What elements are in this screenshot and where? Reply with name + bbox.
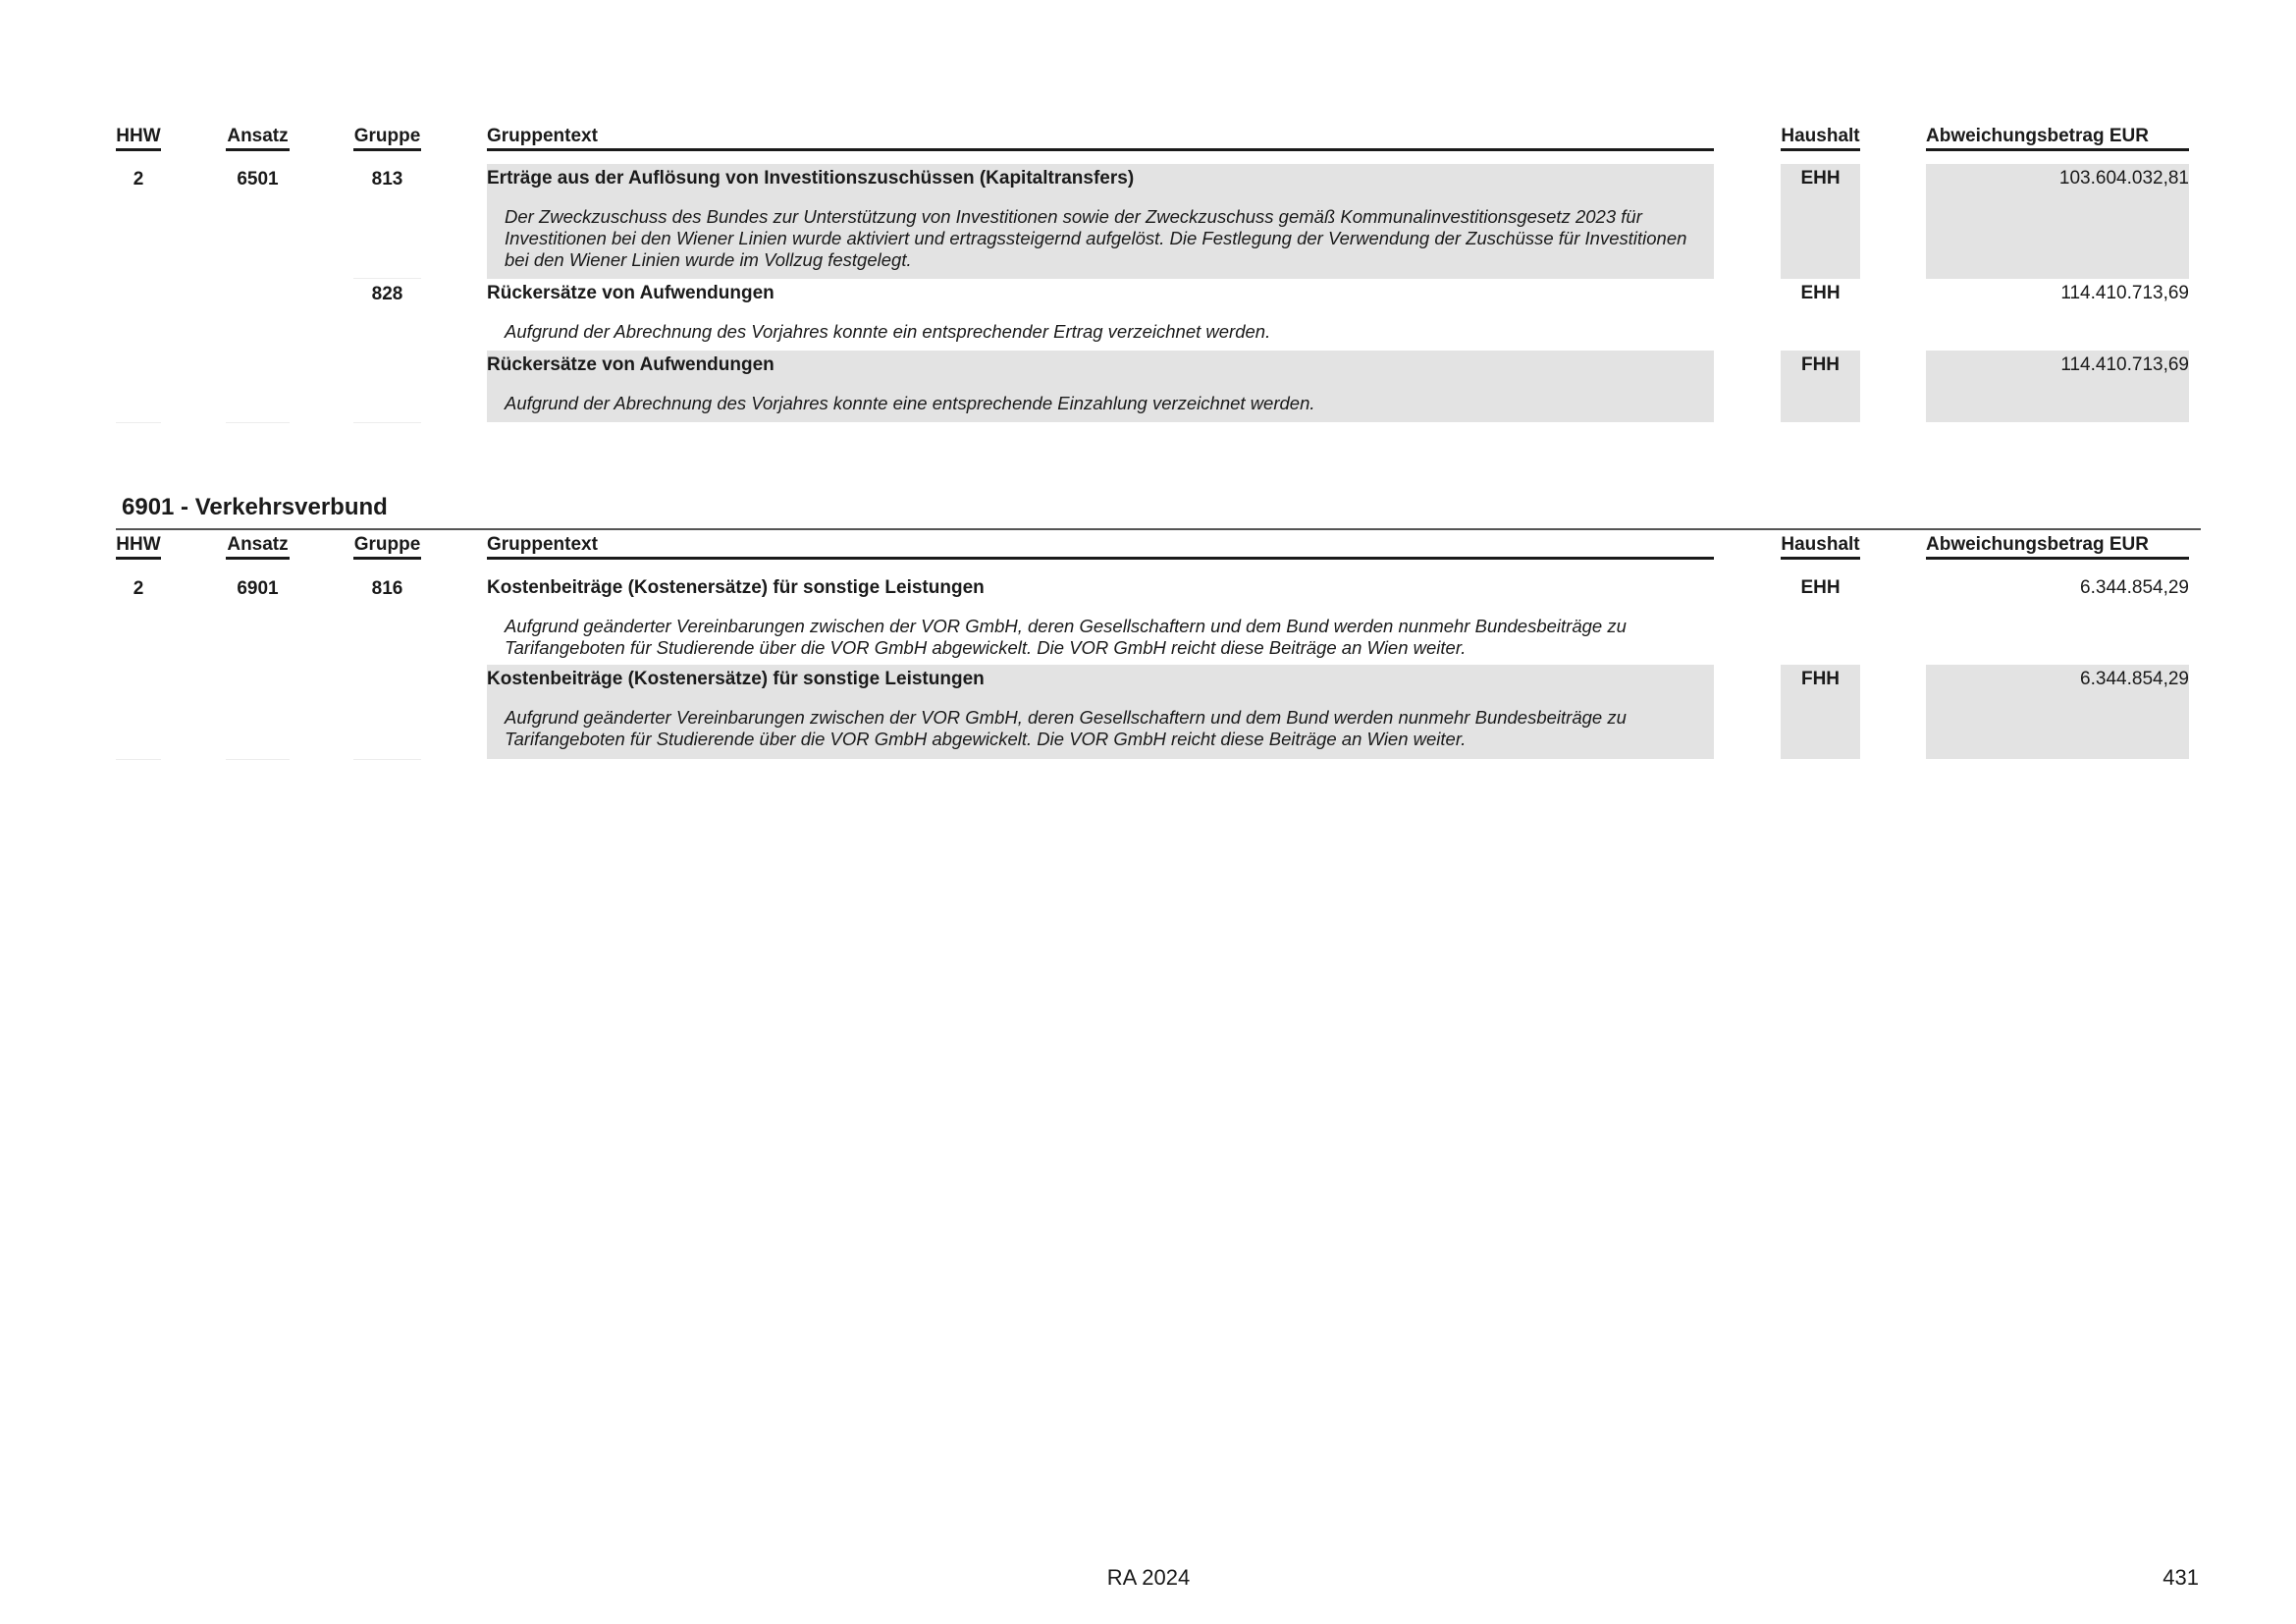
col-header-haushalt: Haushalt — [1781, 126, 1860, 151]
row-title: Rückersätze von Aufwendungen — [487, 354, 774, 375]
row-description: Aufgrund geänderter Vereinbarungen zwischen der VOR GmbH, deren Gesellschaftern und dem Bund werden nunmehr Bundesbeiträge zu Tarifangeboten für Studierende über die VOR GmbH abgewickelt. Die VOR GmbH reicht diese Beiträge an Wien weiter. — [505, 707, 1627, 749]
row-description: Aufgrund geänderter Vereinbarungen zwischen der VOR GmbH, deren Gesellschaftern und dem Bund werden nunmehr Bundesbeiträge zu Tarifangeboten für Studierende über die VOR GmbH abgewickelt. Die VOR GmbH reicht diese Beiträge an Wien weiter. — [505, 616, 1627, 658]
row-title: Erträge aus der Auflösung von Investitionszuschüssen (Kapitaltransfers) — [487, 168, 1135, 189]
haushalt-value: EHH — [1800, 168, 1841, 189]
betrag-cell — [1926, 164, 2189, 279]
col-header-ansatz: Ansatz — [226, 126, 290, 151]
section-title: 6901 - Verkehrsverbund — [122, 494, 388, 520]
row-description: Aufgrund der Abrechnung des Vorjahres konnte eine entsprechende Einzahlung verzeichnet werden. — [505, 393, 1315, 413]
haushalt-value: FHH — [1800, 354, 1841, 375]
row-description: Der Zweckzuschuss des Bundes zur Unterstützung von Investitionen sowie der Zweckzuschuss gemäß Kommunalinvestitionsgesetz 2023 für Investitionen bei den Wiener Linien wurde aktiviert und ertragssteigernd aufgelöst. Die Festlegung der Verwendung der Zuschüsse für Investitionen bei den Wiener Linien wurde im Vollzug festgelegt. — [505, 206, 1687, 270]
col-header-gruppentext: Gruppentext — [487, 534, 1714, 560]
hhw-value: 2 — [133, 169, 144, 189]
betrag-cell — [1926, 351, 2189, 422]
table-row — [487, 164, 1714, 279]
row-title: Kostenbeiträge (Kostenersätze) für sonstige Leistungen — [487, 669, 985, 689]
divider — [226, 759, 290, 760]
divider — [353, 278, 421, 279]
col-header-hhw: HHW — [116, 126, 161, 151]
col-header-haushalt: Haushalt — [1781, 534, 1860, 560]
row-title: Rückersätze von Aufwendungen — [487, 283, 774, 303]
haushalt-cell — [1781, 351, 1860, 422]
table-row — [487, 279, 1714, 350]
gruppe-value: 816 — [371, 578, 403, 599]
betrag-cell — [1926, 279, 2189, 304]
betrag-value: 114.410.713,69 — [2060, 283, 2189, 303]
haushalt-cell — [1781, 279, 1860, 304]
betrag-cell — [1926, 665, 2189, 759]
col-header-ansatz: Ansatz — [226, 534, 290, 560]
divider — [353, 422, 421, 423]
row-title: Kostenbeiträge (Kostenersätze) für sonstige Leistungen — [487, 577, 985, 598]
haushalt-cell — [1781, 573, 1860, 599]
col-header-gruppentext: Gruppentext — [487, 126, 1714, 151]
hhw-value: 2 — [133, 578, 144, 599]
table-row — [487, 351, 1714, 422]
haushalt-value: FHH — [1800, 669, 1841, 689]
betrag-value: 6.344.854,29 — [2080, 669, 2189, 689]
gruppe-value: 828 — [371, 284, 403, 304]
col-header-hhw: HHW — [116, 534, 161, 560]
haushalt-cell — [1781, 164, 1860, 279]
betrag-value: 103.604.032,81 — [2058, 168, 2189, 189]
col-header-gruppe: Gruppe — [353, 534, 421, 560]
table-row — [487, 573, 1714, 664]
haushalt-value: EHH — [1800, 577, 1841, 598]
divider — [116, 759, 161, 760]
row-description: Aufgrund der Abrechnung des Vorjahres konnte ein entsprechender Ertrag verzeichnet werden. — [505, 321, 1271, 342]
divider — [353, 759, 421, 760]
footer-report-label: RA 2024 — [1106, 1565, 1191, 1590]
haushalt-value: EHH — [1800, 283, 1841, 303]
col-header-betrag: Abweichungsbetrag EUR — [1926, 534, 2189, 560]
gruppe-value: 813 — [371, 169, 403, 189]
section-divider — [116, 528, 2201, 530]
page-number: 431 — [2163, 1565, 2199, 1590]
ansatz-value: 6501 — [237, 169, 279, 189]
betrag-value: 114.410.713,69 — [2060, 354, 2189, 375]
haushalt-cell — [1781, 665, 1860, 759]
col-header-betrag: Abweichungsbetrag EUR — [1926, 126, 2189, 151]
table-row — [487, 665, 1714, 759]
ansatz-value: 6901 — [237, 578, 279, 599]
divider — [226, 422, 290, 423]
divider — [116, 422, 161, 423]
betrag-value: 6.344.854,29 — [2080, 577, 2189, 598]
col-header-gruppe: Gruppe — [353, 126, 421, 151]
betrag-cell — [1926, 573, 2189, 599]
